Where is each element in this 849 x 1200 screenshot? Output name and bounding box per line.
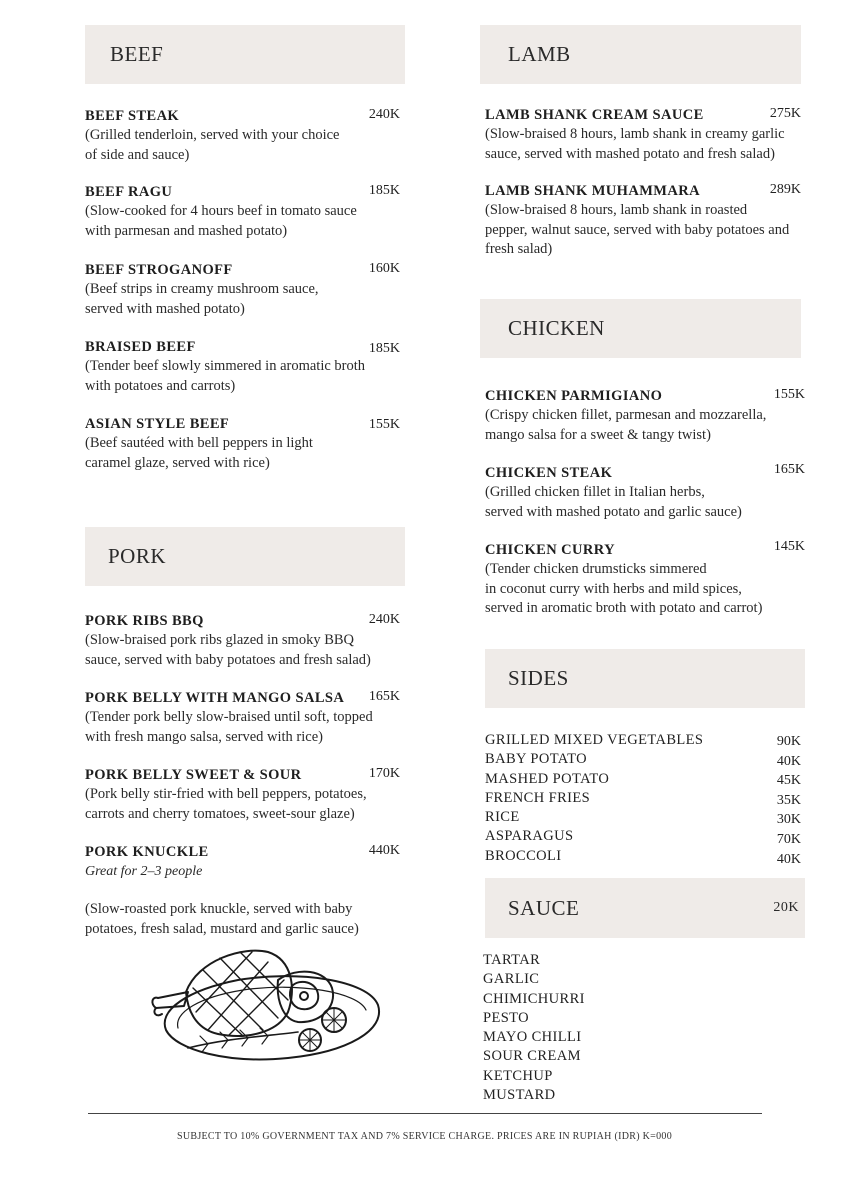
beef-section-header [85,25,405,84]
menu-item-beef-steak [85,107,400,165]
item-desc: with parmesan and mashed potato) [85,222,288,239]
footer-note: SUBJECT TO 10% GOVERNMENT TAX AND 7% SERVICE CHARGE. PRICES ARE IN RUPIAH (IDR) K=000 [176,1131,673,1142]
lamb-section-header [480,25,801,84]
list-item-price: 35K [776,792,801,808]
item-desc: potatoes, fresh salad, mustard and garlic sauce) [85,920,359,937]
item-name: CHICKEN STEAK [485,465,613,481]
menu-item-lamb-shank-muhammara [485,182,801,260]
item-desc: served with mashed potato and garlic sauce) [485,503,742,520]
item-desc: mango salsa for a sweet & tangy twist) [485,426,711,443]
beef-section-title: BEEF [110,42,164,66]
item-name: CHICKEN CURRY [485,542,615,558]
chicken-section-title: CHICKEN [508,316,605,340]
menu-item-chicken-curry [485,541,805,619]
list-item: GRILLED MIXED VEGETABLES [485,732,704,748]
list-item: MUSTARD [483,1087,556,1104]
item-desc: pepper, walnut sauce, served with baby potatoes and [485,221,790,238]
list-item: GARLIC [483,971,540,988]
sauce-section-header [485,878,805,938]
list-item-price: 30K [776,812,801,828]
item-desc: (Pork belly stir-fried with bell peppers, potatoes, [85,786,367,802]
item-desc: fresh salad) [485,241,553,257]
list-item: SOUR CREAM [483,1048,581,1065]
sauce-price: 20K [773,900,799,915]
menu-item-chicken-steak [485,464,805,522]
item-desc: (Slow-braised pork ribs glazed in smoky BBQ [85,632,355,648]
menu-item-asian-style-beef [85,415,400,473]
item-name: PORK KNUCKLE [85,844,209,860]
sides-prices [750,732,801,869]
item-desc: served in aromatic broth with potato and carrot) [485,600,763,616]
item-price: 240K [368,107,400,122]
item-price: 155K [773,387,805,402]
list-item-price: 70K [776,831,801,847]
item-desc: (Grilled chicken fillet in Italian herbs, [485,484,705,500]
list-item-price: 40K [776,851,801,867]
list-item-price: 45K [776,773,801,789]
list-item: BROCCOLI [485,847,562,864]
item-price: 185K [368,341,400,356]
list-item: ASPARAGUS [485,828,574,845]
item-desc: with fresh mango salsa, served with rice) [85,728,323,745]
item-name: LAMB SHANK MUHAMMARA [485,183,701,199]
item-price: 440K [368,843,400,858]
sides-section-title: SIDES [508,666,569,690]
item-desc: (Crispy chicken fillet, parmesan and mozzarella, [485,407,767,423]
list-item: FRENCH FRIES [485,789,591,806]
list-item-price: 40K [776,753,801,769]
menu-item-chicken-parmigiano [485,387,805,445]
footer-divider [88,1113,762,1114]
item-price: 155K [368,417,400,432]
item-desc: (Slow-braised 8 hours, lamb shank in creamy garlic [485,126,785,142]
item-name: BEEF STROGANOFF [85,262,233,278]
menu-item-pork-ribs-bbq [85,612,400,670]
item-name: CHICKEN PARMIGIANO [485,388,663,404]
list-item: MASHED POTATO [485,770,610,787]
sauce-section-title: SAUCE [508,895,580,920]
item-name: BEEF STEAK [85,108,180,124]
item-name: BEEF RAGU [85,184,173,200]
item-name: LAMB SHANK CREAM SAUCE [485,107,704,123]
item-desc: carrots and cherry tomatoes, sweet-sour glaze) [85,805,355,822]
item-price: 289K [769,182,801,197]
menu-item-pork-belly-mango [85,689,400,747]
sauce-list [483,951,585,1105]
list-item-price: 90K [776,734,801,749]
item-desc: (Tender chicken drumsticks simmered [485,561,707,577]
item-desc: (Beef sautéed with bell peppers in light [85,435,313,451]
item-price: 275K [769,106,801,121]
roast-pork-knuckle-illustration [148,940,384,1065]
list-item: PESTO [483,1009,530,1026]
list-item: KETCHUP [483,1067,553,1084]
menu-item-beef-ragu [85,183,400,241]
item-desc: caramel glaze, served with rice) [85,454,270,471]
item-desc: served with mashed potato) [85,300,245,317]
item-desc: in coconut curry with herbs and mild spices, [485,580,742,597]
pork-section-title: PORK [108,544,167,568]
item-desc: (Slow-braised 8 hours, lamb shank in roasted [485,202,748,218]
menu-item-beef-stroganoff [85,261,400,319]
item-price: 165K [368,689,400,704]
item-desc: (Tender beef slowly simmered in aromatic broth [85,358,366,374]
menu-item-braised-beef [85,338,400,396]
menu-item-pork-knuckle [85,843,400,939]
item-desc: of side and sauce) [85,146,190,163]
item-desc: with potatoes and carrots) [85,377,236,394]
item-desc: (Grilled tenderloin, served with your choice [85,127,340,143]
item-name: PORK BELLY SWEET & SOUR [85,767,302,783]
menu-item-lamb-shank-cream [485,106,801,164]
item-name: PORK BELLY WITH MANGO SALSA [85,690,345,706]
item-name: PORK RIBS BBQ [85,613,204,629]
menu-item-pork-belly-sweet-sour [85,766,400,824]
item-desc: (Tender pork belly slow-braised until soft, topped [85,709,373,725]
pork-section-header [85,527,405,586]
list-item: BABY POTATO [485,751,587,768]
chicken-section-header [480,299,801,358]
item-name: ASIAN STYLE BEEF [85,416,230,432]
item-desc: sauce, served with baby potatoes and fresh salad) [85,651,371,668]
item-desc: (Slow-cooked for 4 hours beef in tomato sauce [85,203,357,219]
item-price: 185K [368,183,400,198]
lamb-section-title: LAMB [508,42,571,66]
list-item: CHIMICHURRI [483,990,585,1007]
item-name: BRAISED BEEF [85,339,196,355]
list-item: TARTAR [483,952,541,968]
list-item: RICE [485,809,520,826]
item-note: Great for 2–3 people [85,864,203,879]
item-price: 240K [368,612,400,627]
item-price: 145K [773,539,805,554]
sides-section-header [485,649,805,708]
item-desc: (Slow-roasted pork knuckle, served with baby [85,901,353,917]
item-price: 165K [773,462,805,477]
list-item: MAYO CHILLI [483,1029,582,1046]
item-price: 160K [368,261,400,276]
sides-list [485,731,703,866]
item-price: 170K [368,766,400,781]
item-desc: (Beef strips in creamy mushroom sauce, [85,281,319,297]
item-desc: sauce, served with mashed potato and fresh salad) [485,145,775,162]
